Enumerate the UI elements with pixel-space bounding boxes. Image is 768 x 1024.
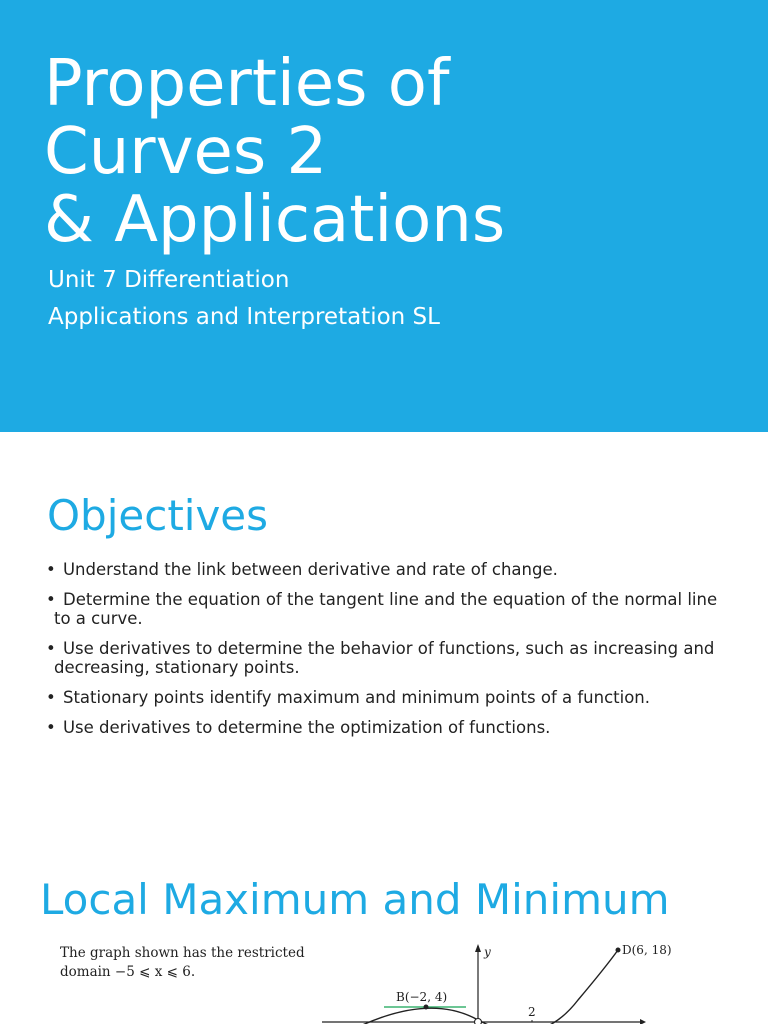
slide-main-title	[44, 47, 506, 257]
graph-description-line-1: The graph shown has the restricted	[60, 945, 305, 961]
point-d-marker	[616, 948, 621, 953]
objective-item	[46, 560, 736, 579]
objective-item	[46, 590, 736, 628]
local-max-min-heading: Local Maximum and Minimum	[40, 875, 670, 924]
objective-text: Understand the link between derivative and rate of change.	[62, 560, 558, 579]
title-line-1: Properties of	[44, 47, 450, 121]
objectives-slide	[0, 432, 768, 830]
bullet-icon: •	[46, 639, 56, 658]
title-slide	[0, 0, 768, 432]
objectives-heading: Objectives	[47, 491, 269, 540]
subtitle-line-1: Unit 7 Differentiation	[48, 267, 290, 293]
x-axis-arrow-icon	[640, 1019, 646, 1024]
bullet-icon: •	[46, 688, 56, 707]
bullet-icon: •	[46, 560, 56, 579]
curve-graph	[300, 940, 672, 1024]
point-b-label: B(−2, 4)	[396, 990, 448, 1004]
title-line-3: & Applications	[44, 183, 506, 257]
point-b-marker	[424, 1005, 429, 1010]
objective-text: Use derivatives to determine the optimization of functions.	[62, 718, 551, 737]
graph-description	[60, 944, 305, 982]
tick-label: 2	[528, 1005, 536, 1019]
objective-text: Stationary points identify maximum and minimum points of a function.	[62, 688, 651, 707]
objective-text: Determine the equation of the tangent line and the equation of the normal line to a curve.	[54, 590, 718, 628]
graph-description-line-2: domain −5 ⩽ x ⩽ 6.	[60, 964, 196, 980]
title-line-2: Curves 2	[44, 115, 328, 189]
objective-item	[46, 688, 736, 707]
y-axis-arrow-icon	[475, 944, 481, 952]
subtitle-line-2: Applications and Interpretation SL	[48, 304, 440, 330]
point-d-label: D(6, 18)	[622, 943, 672, 957]
bullet-icon: •	[46, 718, 56, 737]
bullet-icon: •	[46, 590, 56, 609]
objective-text: Use derivatives to determine the behavior of functions, such as increasing and decreasing, stationary points.	[54, 639, 715, 677]
origin-point-marker	[475, 1019, 482, 1024]
objectives-list	[46, 560, 736, 748]
y-axis-label: y	[484, 945, 491, 959]
local-max-min-slide	[0, 830, 768, 1024]
function-curve	[340, 950, 618, 1024]
objective-item	[46, 718, 736, 737]
objective-item	[46, 639, 736, 677]
slide-subtitle	[48, 262, 440, 336]
